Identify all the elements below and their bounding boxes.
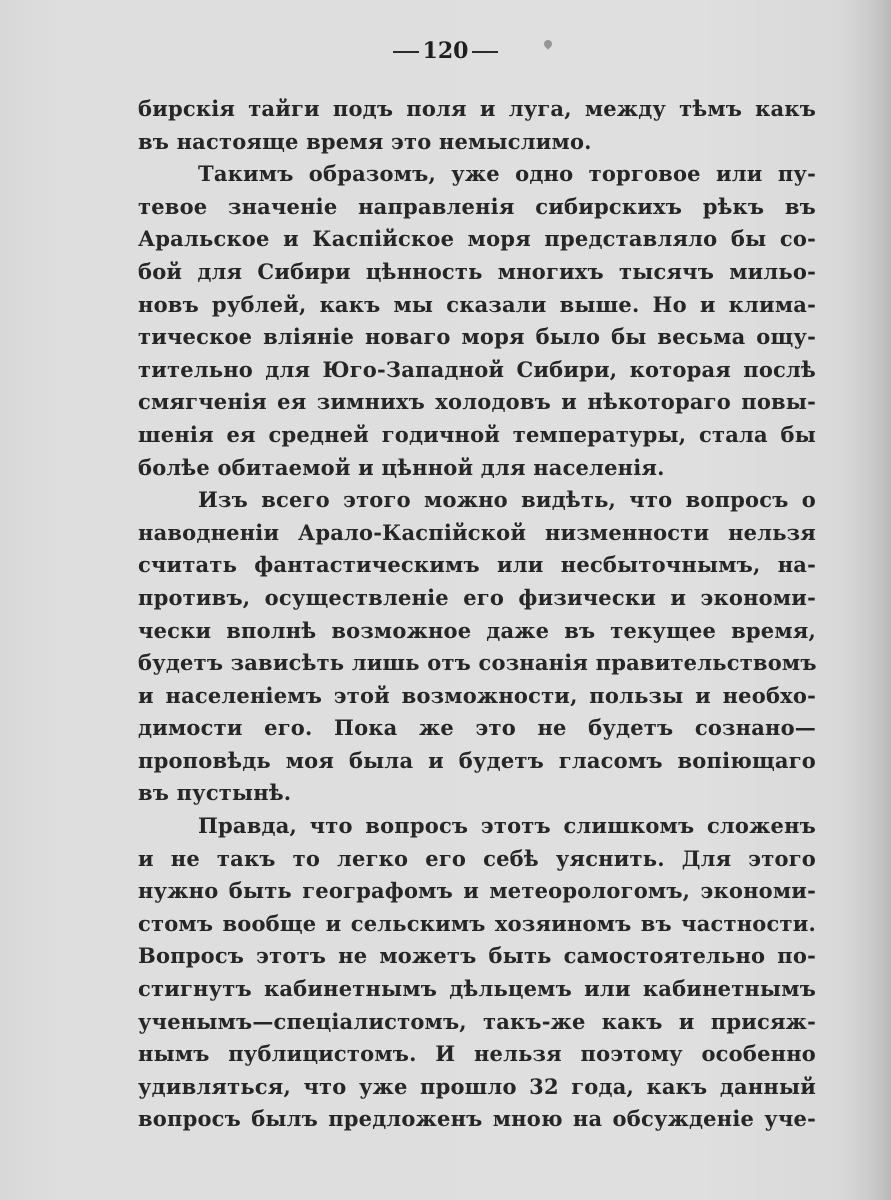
text-line: Правда, что вопросъ этотъ слишкомъ сложенъ xyxy=(198,813,816,839)
page-number: 120 xyxy=(422,38,469,64)
text-line: шенія ея средней годичной температуры, стала бы xyxy=(138,421,816,447)
text-line: тительно для Юго-Западной Сибири, которая послѣ xyxy=(138,356,816,382)
text-line: и не такъ то легко его себѣ уяснить. Для этого xyxy=(138,845,816,871)
page-number-header xyxy=(0,38,891,64)
text-line: тическое вліяніе новаго моря было бы весьма ощу- xyxy=(138,324,816,350)
text-line: бирскія тайги подъ поля и луга, между тѣмъ какъ xyxy=(138,96,816,121)
text-line: наводненіи Арало-Каспійской низменности нельзя xyxy=(138,519,816,545)
text-line: стигнутъ кабинетнымъ дѣльцемъ или кабинетнымъ xyxy=(138,976,816,1002)
text-line: нымъ публицистомъ. И нельзя поэтому особенно xyxy=(138,1041,816,1067)
text-line: противъ, осуществленіе его физически и экономи- xyxy=(138,584,816,610)
dash-right xyxy=(472,51,498,53)
body-text xyxy=(138,93,816,1136)
text-line: въ настояще время это немыслимо. xyxy=(138,128,592,154)
text-line: въ пустынѣ. xyxy=(138,780,292,806)
text-line: и населеніемъ этой возможности, пользы и необхо- xyxy=(138,682,816,708)
text-line: ученымъ—спеціалистомъ, такъ-же какъ и присяж- xyxy=(138,1008,816,1034)
text-line: удивляться, что уже прошло 32 года, какъ данный xyxy=(138,1073,816,1099)
text-line: стомъ вообще и сельскимъ хозяиномъ въ частности. xyxy=(138,910,816,936)
text-line: Такимъ образомъ, уже одно торговое или пу- xyxy=(198,161,816,187)
text-line: нужно быть географомъ и метеорологомъ, экономи- xyxy=(138,878,816,904)
dash-left xyxy=(393,51,419,53)
text-line: новъ рублей, какъ мы сказали выше. Но и клима- xyxy=(138,291,816,317)
text-line: будетъ зависѣть лишь отъ сознанія правительствомъ xyxy=(138,650,817,676)
text-line: вопросъ былъ предложенъ мною на обсужденіе уче- xyxy=(138,1106,816,1132)
text-line: Вопросъ этотъ не можетъ быть самостоятельно по- xyxy=(138,943,816,969)
text-line: Изъ всего этого можно видѣть, что вопросъ о xyxy=(198,487,816,513)
text-line: Аральское и Каспійское моря представляло бы со- xyxy=(138,226,816,252)
text-line: считать фантастическимъ или несбыточнымъ, на- xyxy=(138,552,816,578)
text-line: тевое значеніе направленія сибирскихъ рѣкъ въ xyxy=(138,193,816,219)
text-line: болѣе обитаемой и цѣнной для населенія. xyxy=(138,454,665,480)
text-line: проповѣдь моя была и будетъ гласомъ вопіющаго xyxy=(138,747,816,773)
text-line: бой для Сибири цѣнность многихъ тысячъ мильо- xyxy=(138,258,816,284)
text-line: чески вполнѣ возможное даже въ текущее время, xyxy=(138,617,816,643)
text-line: смягченія ея зимнихъ холодовъ и нѣкотораго повы- xyxy=(138,389,816,415)
text-line: димости его. Пока же это не будетъ сознано— xyxy=(138,715,816,741)
